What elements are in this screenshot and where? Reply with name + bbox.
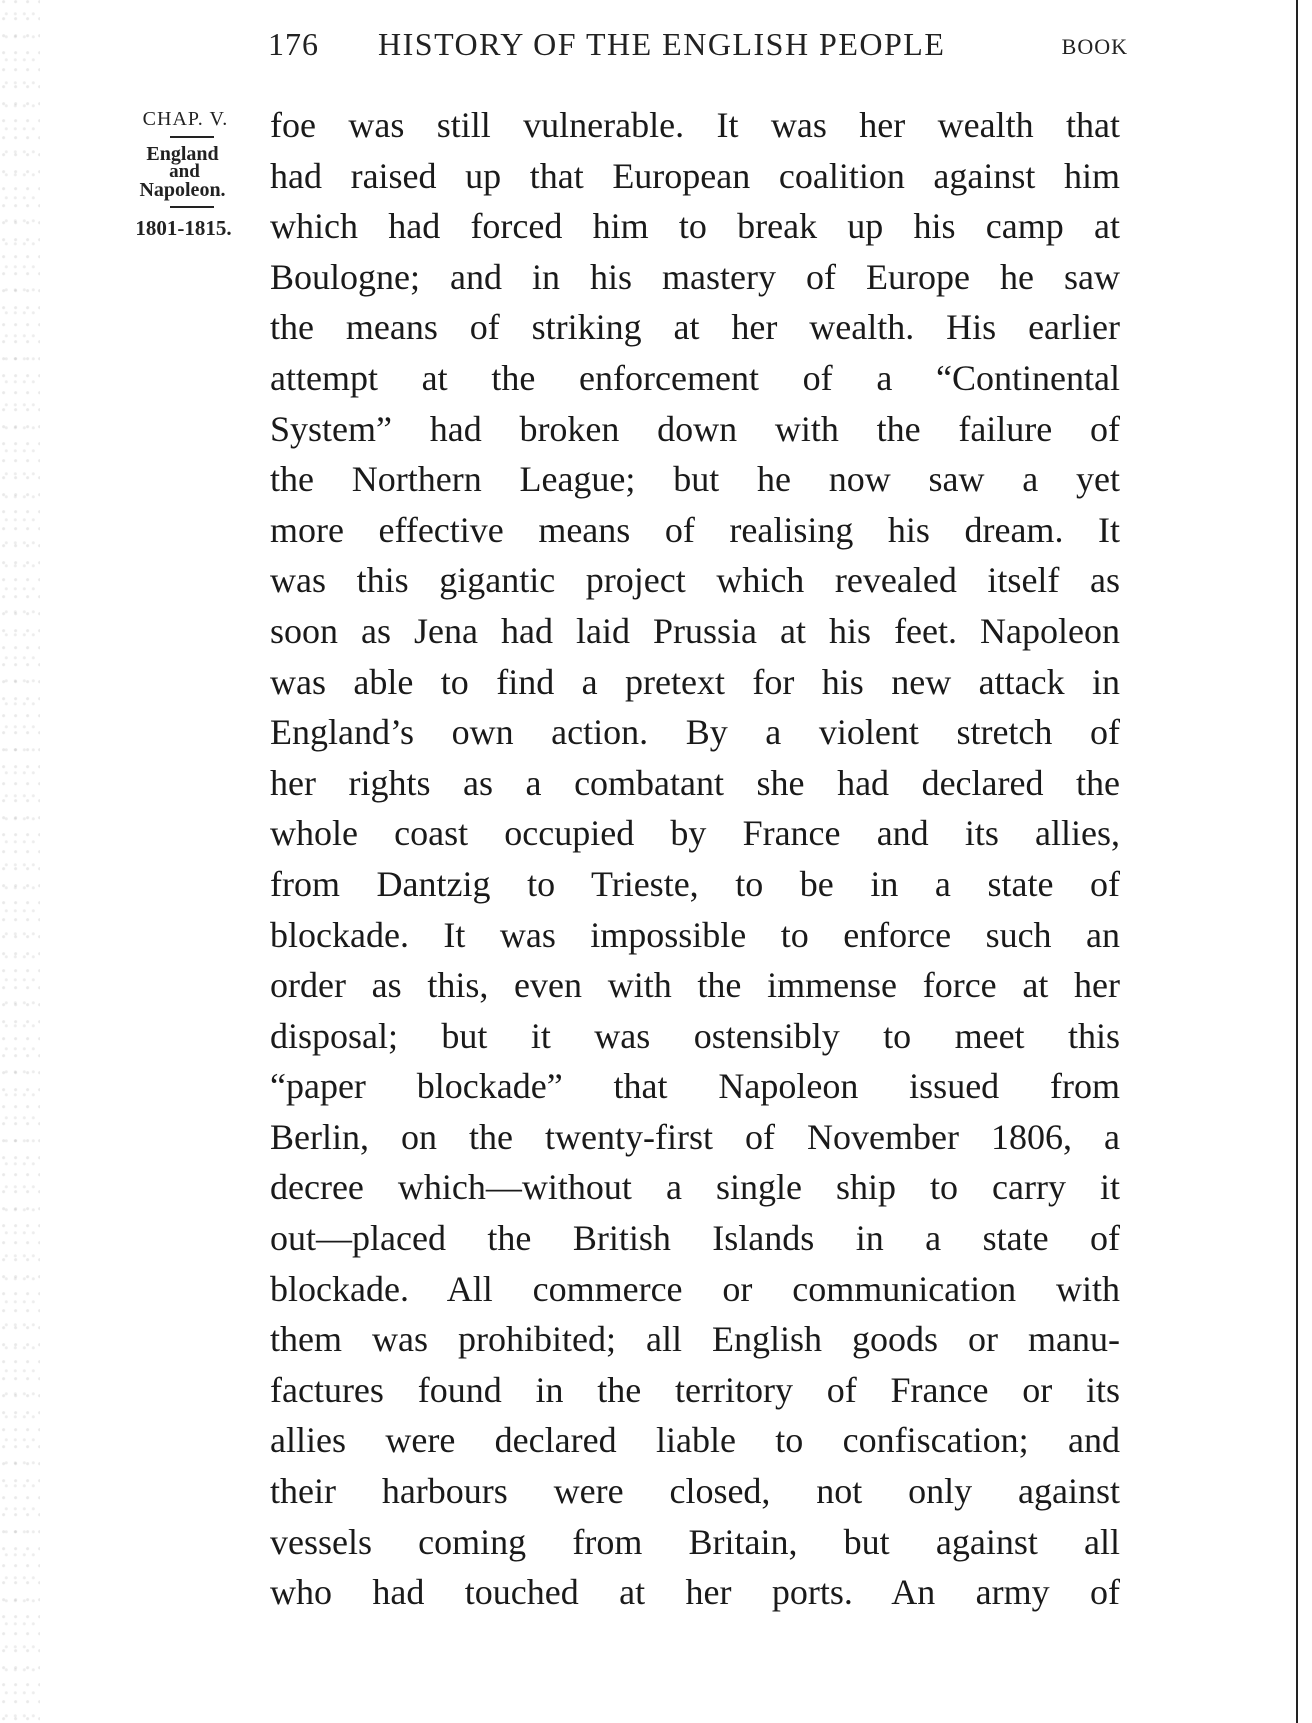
text-line: who had touched at her ports. An army of	[270, 1572, 1120, 1613]
text-line: vessels coming from Britain, but against all	[270, 1521, 1120, 1562]
text-line: blockade. All commerce or communication with	[270, 1268, 1120, 1309]
text-line: attempt at the enforcement of a “Continental	[270, 357, 1120, 398]
text-line: her rights as a combatant she had declared the	[270, 762, 1120, 803]
text-line: was this gigantic project which revealed itself as	[270, 560, 1120, 601]
text-line: allies were declared liable to confiscation; and	[270, 1420, 1120, 1461]
text-line: blockade. It was impossible to enforce such an	[270, 914, 1120, 955]
text-line: out—placed the British Islands in a state of	[270, 1218, 1120, 1259]
margin-topic-line2: and	[169, 161, 200, 182]
text-line: England’s own action. By a violent stretch of	[270, 712, 1120, 753]
margin-notes	[118, 108, 243, 241]
text-line: the Northern League; but he now saw a yet	[270, 459, 1120, 500]
running-head	[268, 26, 1128, 70]
text-line: decree which—without a single ship to carry it	[270, 1167, 1120, 1208]
text-line: Boulogne; and in his mastery of Europe he saw	[270, 256, 1120, 297]
margin-topic-line3: Napoleon.	[139, 179, 226, 201]
text-line: their harbours were closed, not only against	[270, 1471, 1120, 1512]
margin-years: 1801-1815.	[135, 216, 232, 240]
text-line: order as this, even with the immense force at her	[270, 965, 1120, 1006]
scan-edge-speckle	[0, 0, 40, 1723]
margin-topic-line1: England	[146, 143, 219, 165]
text-line: “paper blockade” that Napoleon issued from	[270, 1066, 1120, 1107]
margin-rule	[170, 136, 214, 138]
text-line: more effective means of realising his dream. It	[270, 509, 1120, 550]
text-line: soon as Jena had laid Prussia at his feet. Napoleon	[270, 610, 1120, 651]
running-title: HISTORY OF THE ENGLISH PEOPLE	[378, 26, 946, 62]
text-line: from Dantzig to Trieste, to be in a state of	[270, 863, 1120, 904]
text-line: the means of striking at her wealth. His earlier	[270, 307, 1120, 348]
text-line: System” had broken down with the failure of	[270, 408, 1120, 449]
text-line: factures found in the territory of France or its	[270, 1369, 1120, 1410]
text-line: had raised up that European coalition against him	[270, 155, 1120, 196]
text-line: them was prohibited; all English goods or manu-	[270, 1319, 1120, 1360]
margin-rule	[170, 206, 214, 208]
text-line: which had forced him to break up his camp at	[270, 206, 1120, 247]
text-line: disposal; but it was ostensibly to meet this	[270, 1015, 1120, 1056]
text-line: was able to find a pretext for his new attack in	[270, 661, 1120, 702]
scan-edge-rule	[1296, 0, 1298, 1723]
book-label: BOOK	[1061, 34, 1128, 59]
text-line: Berlin, on the twenty-first of November 1806, a	[270, 1116, 1120, 1157]
text-line: foe was still vulnerable. It was her wealth that	[270, 105, 1120, 145]
page-number: 176	[268, 26, 319, 62]
margin-chapter: CHAP. V.	[142, 108, 229, 130]
text-line: whole coast occupied by France and its allies,	[270, 813, 1120, 854]
body-text	[270, 100, 1120, 1618]
